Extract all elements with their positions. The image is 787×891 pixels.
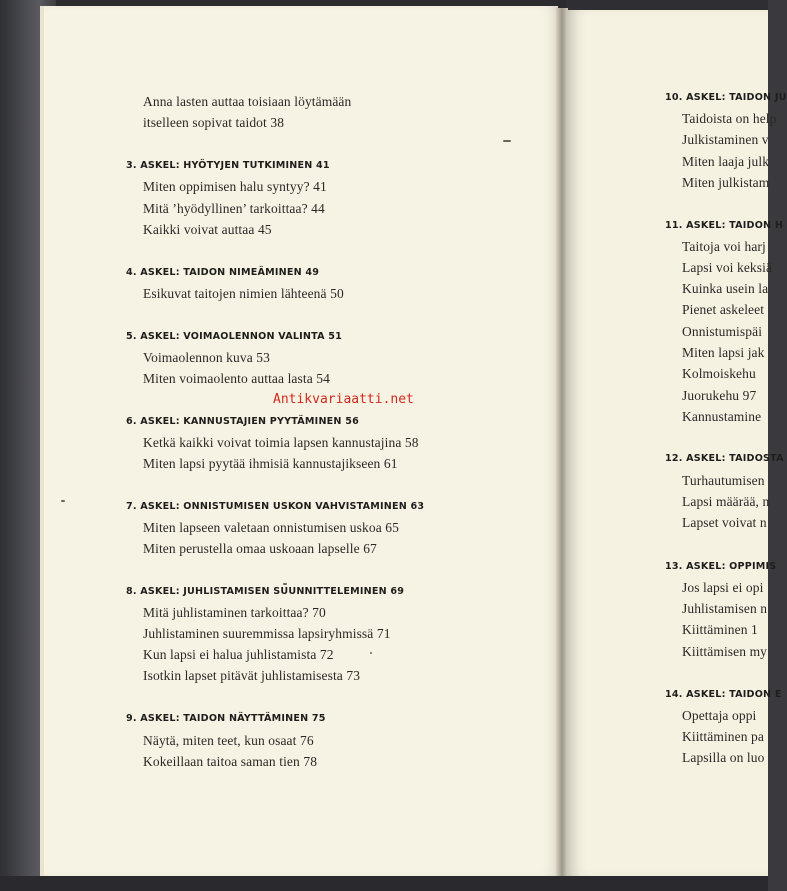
toc-chapter-heading: 13. ASKEL: OPPIMIS [665,561,777,572]
left-page [40,6,558,876]
toc-entry: Kun lapsi ei halua juhlistamista 72 [143,647,334,662]
right-toc-column [566,10,787,876]
toc-entry: Kokeillaan taitoa saman tien 78 [143,754,318,769]
toc-entry: Julkistaminen v [682,132,769,147]
toc-entry: itselleen sopivat taidot 38 [143,115,285,130]
toc-entry: Miten lapsi jak [682,345,765,360]
toc-chapter-heading: 3. ASKEL: HYÖTYJEN TUTKIMINEN 41 [126,160,330,171]
toc-entry: Opettaja oppi [682,708,757,723]
toc-entry: Lapsi voi keksiä [682,260,773,275]
toc-entry: Miten voimaolento auttaa lasta 54 [143,371,330,386]
toc-entry: Kuinka usein la [682,281,769,296]
toc-chapter-heading: 4. ASKEL: TAIDON NIMEÄMINEN 49 [126,267,320,278]
right-page [566,10,787,876]
toc-chapter-heading: 5. ASKEL: VOIMAOLENNON VALINTA 51 [126,331,343,342]
toc-chapter-heading: 11. ASKEL: TAIDON H [665,220,784,231]
toc-entry: Miten oppimisen halu syntyy? 41 [143,179,327,194]
toc-entry: Onnistumispäi [682,324,763,339]
toc-chapter-heading: 8. ASKEL: JUHLISTAMISEN SUUNNITTELEMINEN 69 [126,586,405,597]
toc-entry: Pienet askeleet [682,302,765,317]
toc-chapter-heading: 14. ASKEL: TAIDON E [665,689,782,700]
book-cover-right-top [566,0,768,10]
paper-speck [61,500,65,502]
toc-entry: Näytä, miten teet, kun osaat 76 [143,733,314,748]
toc-entry: Juorukehu 97 [682,388,757,403]
paper-speck [283,583,287,585]
toc-entry: Lapsilla on luo [682,750,765,765]
toc-entry: Kolmoiskehu [682,366,756,381]
toc-entry: Kiittäminen pa [682,729,765,744]
toc-entry: Kiittäminen 1 [682,622,758,637]
watermark: Antikvariaatti.net [273,392,414,407]
toc-chapter-heading: 9. ASKEL: TAIDON NÄYTTÄMINEN 75 [126,713,326,724]
toc-entry: Miten lapseen valetaan onnistumisen uskoa 65 [143,520,399,535]
toc-chapter-heading: 6. ASKEL: KANNUSTAJIEN PYYTÄMINEN 56 [126,416,359,427]
toc-entry: Kannustamine [682,409,762,424]
toc-entry: Jos lapsi ei opi [682,580,764,595]
left-toc-column [40,6,558,876]
toc-entry: Miten laaja julk [682,154,770,169]
toc-entry: Kaikki voivat auttaa 45 [143,222,272,237]
toc-entry: Taitoja voi harj [682,239,766,254]
toc-entry: Esikuvat taitojen nimien lähteenä 50 [143,286,344,301]
toc-entry: Ketkä kaikki voivat toimia lapsen kannustajina 58 [143,435,419,450]
toc-entry: Miten lapsi pyytää ihmisiä kannustajikseen 61 [143,456,398,471]
toc-entry: Turhautumisen [682,473,765,488]
toc-entry: Lapset voivat n [682,515,767,530]
toc-chapter-heading: 10. ASKEL: TAIDON JU [665,92,787,103]
toc-chapter-heading: 7. ASKEL: ONNISTUMISEN USKON VAHVISTAMINEN 63 [126,501,425,512]
toc-entry: Anna lasten auttaa toisiaan löytämään [143,94,352,109]
toc-entry: Mitä juhlistaminen tarkoittaa? 70 [143,605,326,620]
paper-speck [370,652,372,654]
toc-entry: Taidoista on help [682,111,777,126]
toc-entry: Mitä ’hyödyllinen’ tarkoittaa? 44 [143,201,325,216]
paper-speck [503,140,511,142]
book-cover-bottom [0,876,768,891]
toc-entry: Miten perustella omaa uskoaan lapselle 67 [143,541,377,556]
toc-entry: Kiittämisen my [682,644,768,659]
toc-entry: Isotkin lapset pitävät juhlistamisesta 73 [143,668,361,683]
toc-entry: Lapsi määrää, n [682,494,770,509]
toc-entry: Juhlistamisen n [682,601,768,616]
toc-entry: Voimaolennon kuva 53 [143,350,270,365]
toc-entry: Miten julkistam [682,175,770,190]
toc-chapter-heading: 12. ASKEL: TAIDOSTA [665,453,784,464]
left-page-edge [40,6,44,876]
toc-entry: Juhlistaminen suuremmissa lapsiryhmissä 71 [143,626,391,641]
